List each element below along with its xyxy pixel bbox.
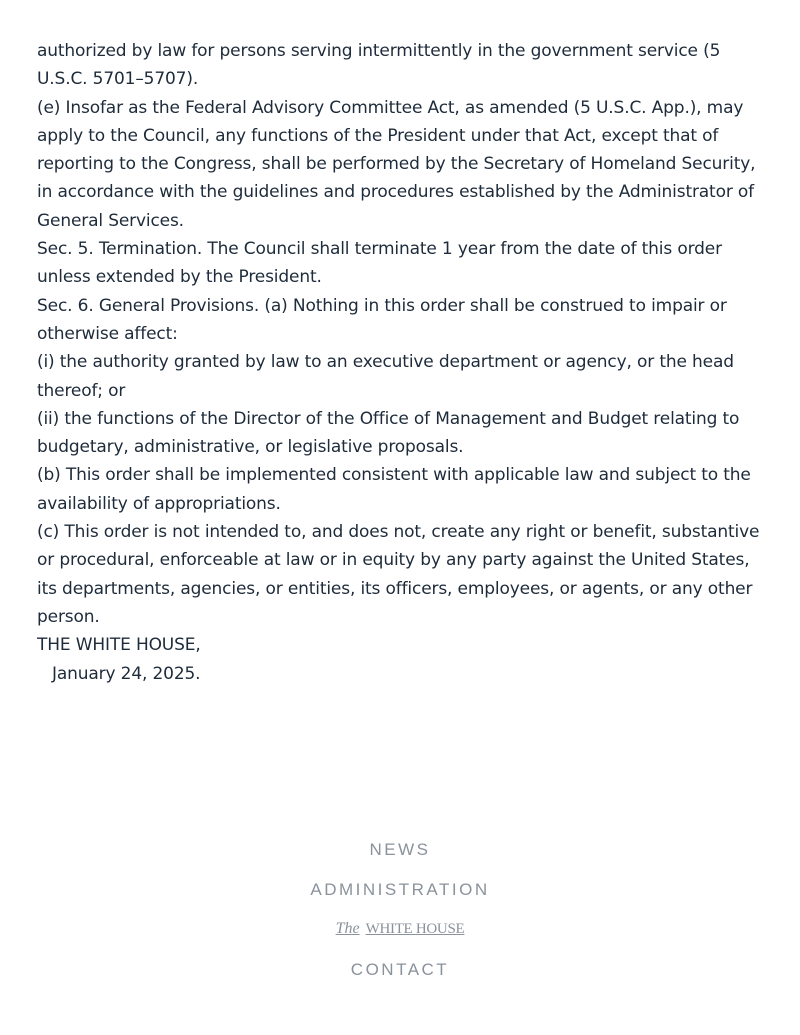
- signature-date: January 24, 2025.: [52, 663, 201, 684]
- footer-link-administration[interactable]: ADMINISTRATION: [310, 880, 490, 899]
- signature-place: THE WHITE HOUSE,: [37, 635, 201, 656]
- logo-the-text: The: [335, 920, 360, 937]
- paragraph-ii-omb-functions: (ii) the functions of the Director of the Office of Management and Budget relating to budgetary, administrative, or legislative proposals.: [37, 408, 740, 458]
- footer-link-contact[interactable]: CONTACT: [350, 960, 450, 979]
- footer-link-news[interactable]: NEWS: [369, 840, 431, 859]
- footer-nav: [0, 838, 800, 998]
- paragraph-sec5-termination: Sec. 5. Termination. The Council shall terminate 1 year from the date of this order unless extended by the President.: [37, 239, 722, 288]
- white-house-logo[interactable]: [0, 918, 800, 958]
- document-body: [37, 37, 767, 688]
- paragraph-c-no-rights: (c) This order is not intended to, and does not, create any right or benefit, substantive or procedural, enforceable at law or in equity by any party against the United States, its departments, agencies, or entities, its officers, employees, or agents, or any other person.: [37, 522, 760, 627]
- paragraph-b-implementation: (b) This order shall be implemented consistent with applicable law and subject to the availability of appropriations.: [37, 465, 751, 514]
- logo-white-house-text: WHITE HOUSE: [365, 921, 465, 937]
- paragraph-i-authority: (i) the authority granted by law to an executive department or agency, or the head thereof; or: [37, 352, 734, 401]
- paragraph-authorized: authorized by law for persons serving intermittently in the government service (5 U.S.C. 5701–5707).: [37, 41, 721, 90]
- paragraph-sec6-general-provisions: Sec. 6. General Provisions. (a) Nothing in this order shall be construed to impair or otherwise affect:: [37, 295, 727, 344]
- paragraph-e-advisory-committee: (e) Insofar as the Federal Advisory Committee Act, as amended (5 U.S.C. App.), may apply to the Council, any functions of the President under that Act, except that of reporting to the Congress, shall be performed by the Secretary of Homeland Security, in accordance with the guidelines and procedures established by the Administrator of General Services.: [37, 97, 756, 231]
